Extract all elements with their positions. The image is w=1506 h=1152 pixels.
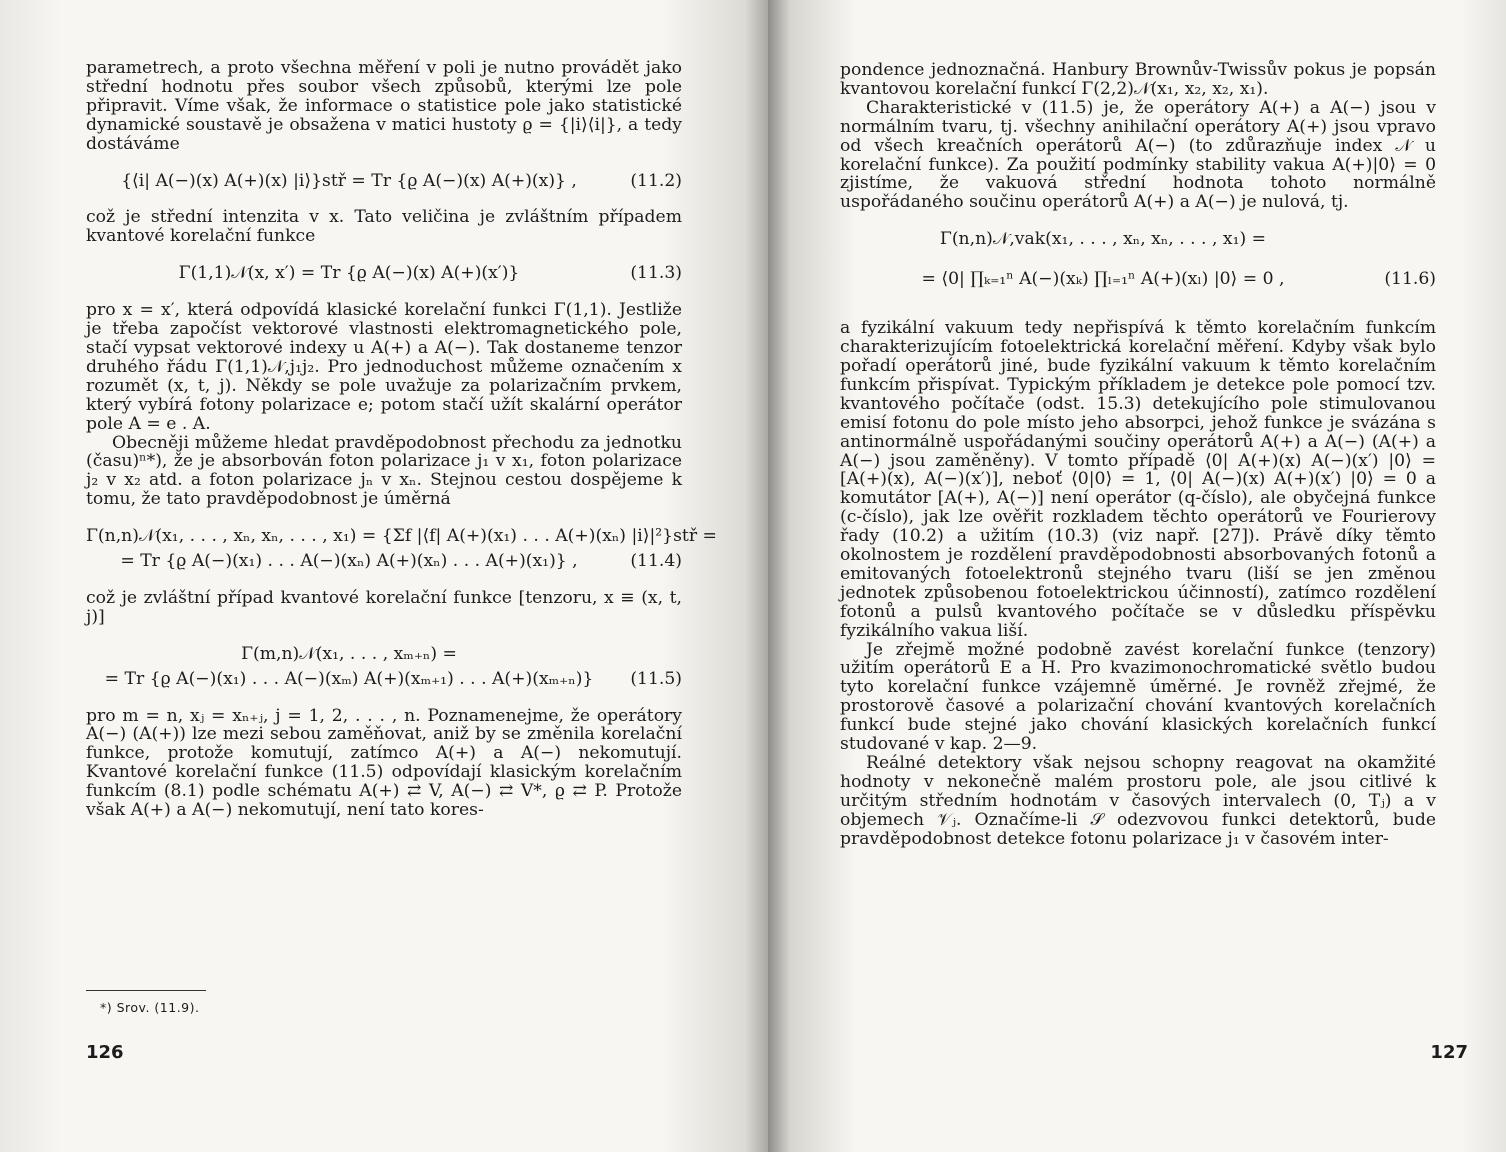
paragraph: a fyzikální vakuum tedy nepřispívá k těmto korelačním funkcím charakterizujícím fotoelektrická korelační měření. Kdyby však bylo pořadí operátorů jiné, bude fyzikální vakuum k těmto korelačním funkcím přispívat. Typickým příkladem je detekce pole pomocí tzv. kvantového počítače (odst. 15.3) detekujícího pole stimulovanou emisí fotonu do pole místo jeho absorpci, jehož funkce je svázána s antinormálně uspořádanými součiny operátorů A(+) a A(−) (A(+) a A(−) jsou zaměněny). V tomto případě ⟨0| A(+)(x) A(−)(x′) |0⟩ = [A(+)(x), A(−)(x′)], neboť ⟨0|0⟩ = 1, ⟨0| A(−)(x) A(+)(x′) |0⟩ = 0 a komutátor [A(+), A(−)] není operátor (q-číslo), ale obyčejná funkce (c-číslo), jak lze ověřit rozkladem těchto operátorů ve Fourierovy řady (10.2) a užitím (10.3) (viz např. [27]). Právě díky těmto okolnostem je rozdělení pravděpodobnosti absorbovaných fotonů a emitovaných fotoelektronů stejného tvaru (liší se jen změnou jednotek způsobenou fotoelektrickou účinností), zatímco rozdělení fotonů a pulsů kvantového počítače se v důsledku příspěvku fyzikálního vakua liší.	[840, 318, 1436, 641]
equation-11-6-line2	[840, 257, 1436, 301]
equation-number: (11.2)	[630, 170, 682, 191]
equation-formula: Γ(1,1)𝒩(x, x′) = Tr {ϱ A(−)(x) A(+)(x′)}	[178, 263, 520, 284]
equation-formula: {⟨i| A(−)(x) A(+)(x) |i⟩}stř = Tr {ϱ A(−)(x) A(+)(x)} ,	[121, 170, 577, 191]
equation-number: (11.4)	[630, 551, 682, 572]
equation-11-6-line1	[840, 230, 1436, 249]
footnote: *) Srov. (11.9).	[100, 1000, 200, 1015]
paragraph: Charakteristické v (11.5) je, že operátory A(+) a A(−) jsou v normálním tvaru, tj. všechny anihilační operátory A(+) jsou vpravo od všech kreačních operátorů A(−) (to zdůrazňuje index 𝒩 u korelační funkce). Za použití podmínky stability vakua A(+)|0⟩ = 0 zjistíme, že vakuová střední hodnota tohoto normálně uspořádaného součinu operátorů A(+) a A(−) je nulová, tj.	[840, 97, 1436, 213]
equation-11-4-line1	[86, 526, 717, 547]
equation-formula: = Tr {ϱ A(−)(x₁) . . . A(−)(xₘ) A(+)(xₘ₊₁) . . . A(+)(xₘ₊ₙ)}	[104, 668, 594, 689]
paragraph: Reálné detektory však nejsou schopny reagovat na okamžité hodnoty v nekonečně malém prostoru pole, ale jsou citlivé k určitým středním hodnotám v časových intervalech (0, Tⱼ) a v objemech 𝒱ⱼ. Označíme-li 𝒮 odezvovou funkci detektorů, bude pravděpodobnost detekce fotonu polarizace j₁ v časovém inter-	[840, 753, 1436, 849]
paragraph: Je zřejmě možné podobně zavést korelační funkce (tenzory) užitím operátorů E a H. Pro kvazimonochromatické světlo budou tyto korelační funkce vzájemně úměrné. Je rovněž zřejmé, že prostorově časové a polarizační chování kvantových korelačních funkcí bude stejné jako chování klasických korelačních funkcí studované v kap. 2—9.	[840, 639, 1436, 755]
paragraph: Obecněji můžeme hledat pravděpodobnost přechodu za jednotku (času)ⁿ*), že je absorbován foton polarizace j₁ v x₁, foton polarizace j₂ v x₂ atd. a foton polarizace jₙ v xₙ. Stejnou cestou dospějeme k tomu, že tato pravděpodobnost je úměrná	[86, 432, 682, 510]
equation-formula: Γ(m,n)𝒩(x₁, . . . , xₘ₊ₙ) =	[241, 643, 457, 664]
equation-11-3	[86, 264, 682, 283]
equation-number: (11.3)	[630, 263, 682, 284]
paragraph: parametrech, a proto všechna měření v poli je nutno provádět jako střední hodnotu přes soubor všech způsobů, kterými lze pole připravit. Víme však, že informace o statistice pole jako statistické dynamické soustavě je obsažena v matici hustoty ϱ = {|i⟩⟨i|}, a tedy dostáváme	[86, 58, 682, 154]
equation-formula: = Tr {ϱ A(−)(x₁) . . . A(−)(xₙ) A(+)(xₙ) . . . A(+)(x₁)} ,	[120, 551, 578, 572]
page-number: 127	[1430, 1042, 1468, 1063]
equation-11-4-line2	[86, 552, 682, 571]
equation-number: (11.6)	[1384, 268, 1436, 289]
left-page-text	[86, 58, 717, 821]
paragraph: což je střední intenzita v x. Tato veličina je zvláštním případem kvantové korelační funkce	[86, 207, 682, 247]
paragraph: pondence jednoznačná. Hanbury Brownův-Twissův pokus je popsán kvantovou korelační funkcí Γ(2,2)𝒩(x₁, x₂, x₂, x₁).	[840, 60, 1436, 99]
footnote-rule	[86, 990, 206, 991]
equation-11-5-line1	[86, 645, 682, 664]
page-number: 126	[86, 1042, 124, 1063]
equation-formula: Γ(n,n)𝒩(x₁, . . . , xₙ, xₙ, . . . , x₁) = {Σf |⟨f| A(+)(x₁) . . . A(+)(xₙ) |i⟩|²}stř =	[86, 526, 717, 547]
equation-11-2	[86, 172, 682, 191]
equation-formula: Γ(n,n)𝒩,vak(x₁, . . . , xₙ, xₙ, . . . , x₁) =	[939, 229, 1267, 250]
paragraph: což je zvláštní případ kvantové korelační funkce [tenzoru, x ≡ (x, t, j)]	[86, 587, 682, 627]
equation-number: (11.5)	[630, 668, 682, 689]
equation-11-5-line2	[86, 670, 682, 689]
page-right	[768, 0, 1506, 1152]
paragraph: pro m = n, xⱼ = xₙ₊ⱼ, j = 1, 2, . . . , n. Poznamenejme, že operátory A(−) (A(+)) lze mezi sebou zaměňovat, aniž by se změnila korelační funkce, protože komutují, zatímco A(+) a A(−) nekomutují. Kvantové korelační funkce (11.5) odpovídají klasickým korelačním funkcím (8.1) podle schématu A(+) ⇄ V, A(−) ⇄ V*, ϱ ⇄ P. Protože však A(+) a A(−) nekomutují, není tato kores-	[86, 705, 682, 821]
equation-formula: = ⟨0| ∏ₖ₌₁ⁿ A(−)(xₖ) ∏ₗ₌₁ⁿ A(+)(xₗ) |0⟩ = 0 ,	[921, 268, 1285, 289]
right-page-text	[840, 61, 1436, 849]
paragraph: pro x = x′, která odpovídá klasické korelační funkci Γ(1,1). Jestliže je třeba započíst vektorové vlastnosti elektromagnetického pole, stačí vypsat vektorové indexy u A(+) a A(−). Tak dostaneme tenzor druhého řádu Γ(1,1)𝒩,j₁j₂. Pro jednoduchost můžeme označením x rozumět (x, t, j). Někdy se pole uvažuje za polarizačním prvkem, který vybírá fotony polarizace e; potom stačí užít skalární operátor pole A = e . A.	[86, 300, 682, 434]
